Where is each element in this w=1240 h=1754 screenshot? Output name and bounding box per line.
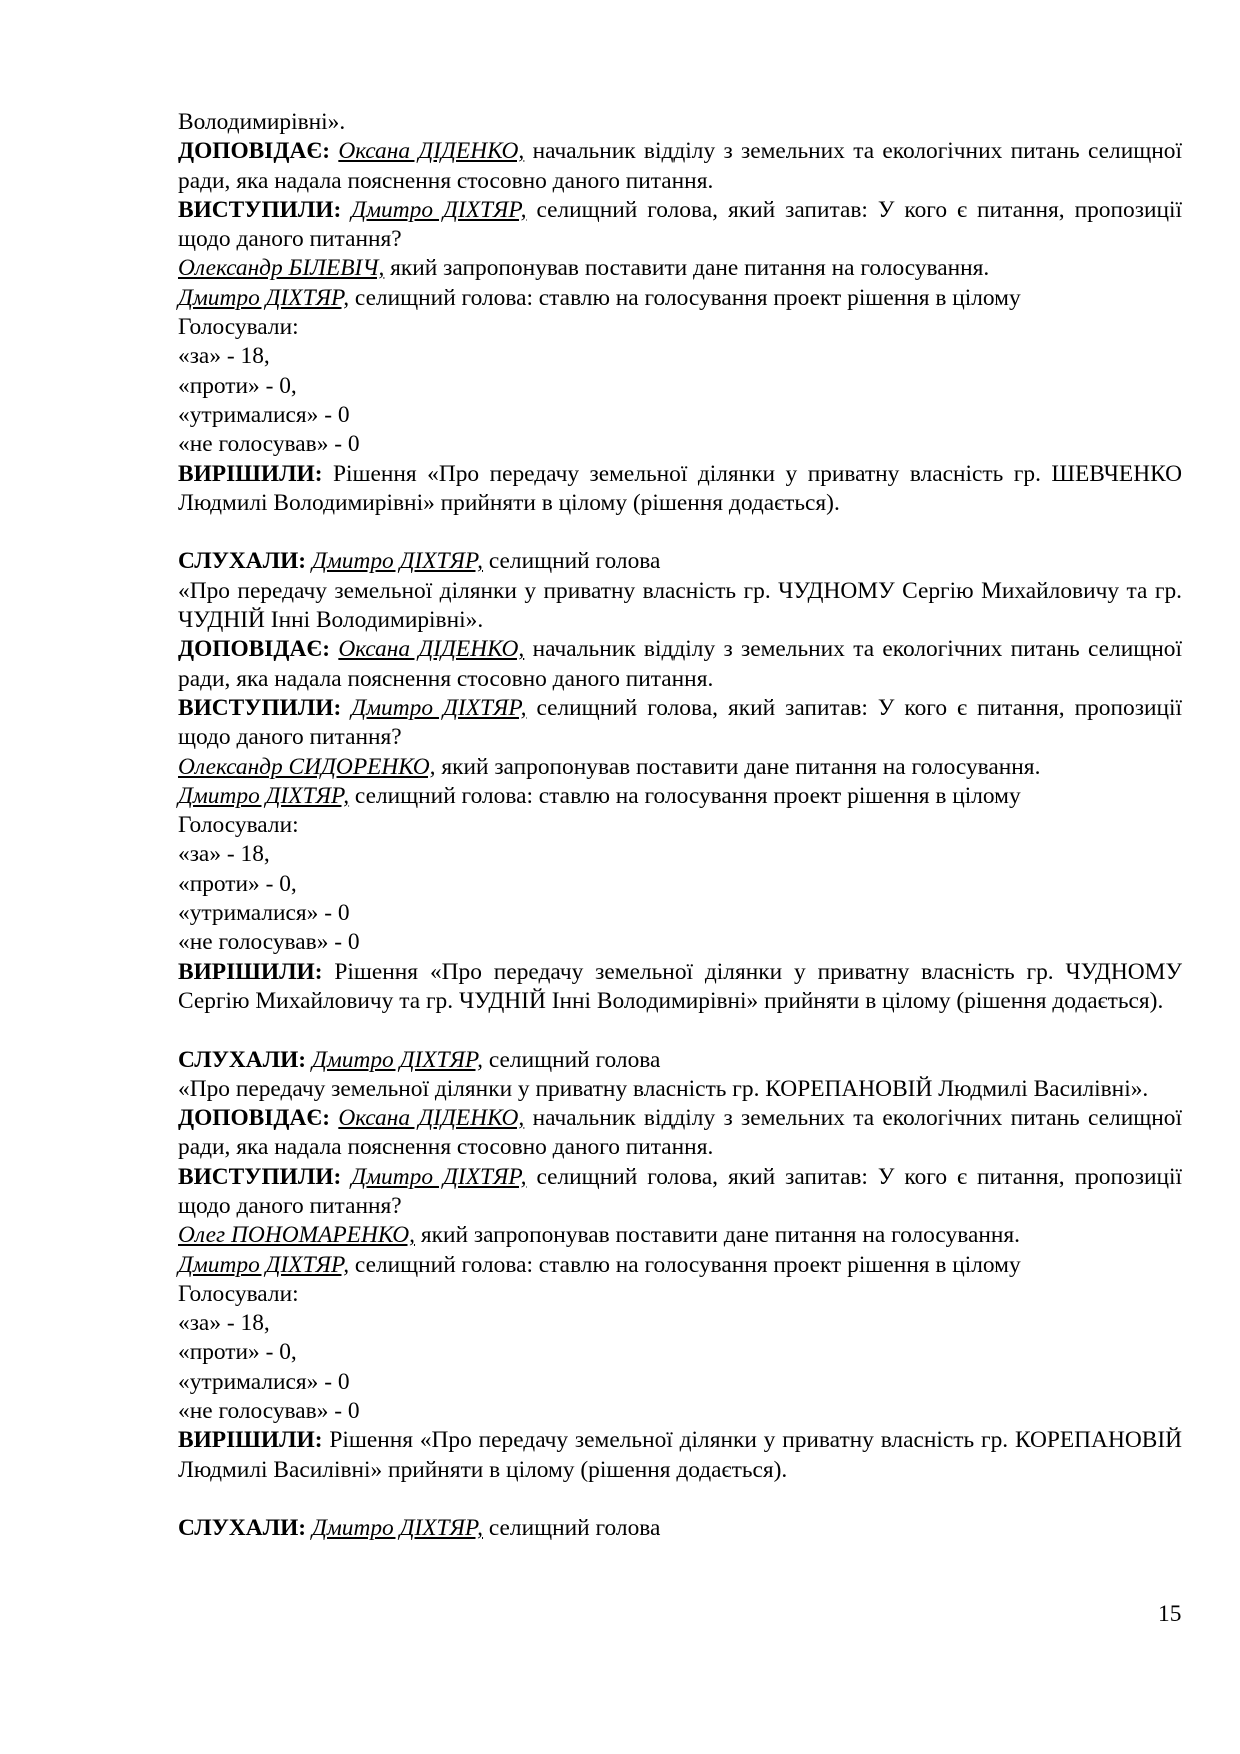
text-line: «не голосував» - 0: [178, 1398, 360, 1425]
section-label: ВИРІШИЛИ:: [178, 958, 335, 985]
text-line: «за» - 18,: [178, 841, 270, 868]
paragraph-text: селищний голова, який запитав: У кого є питання, пропозиції щодо даного питання?: [178, 1163, 1182, 1219]
text-line: «проти» - 0,: [178, 870, 297, 897]
paragraph: [178, 547, 1182, 576]
paragraph: [178, 782, 1182, 811]
person-name: Олександр БІЛЕВІЧ,: [178, 255, 385, 282]
person-name: Оксана ДІДЕНКО,: [338, 138, 525, 165]
paragraph-text: «Про передачу земельної ділянки у приватну власність гр. КОРЕПАНОВІЙ Людмилі Василівні».: [178, 1075, 1149, 1102]
paragraph: [178, 284, 1182, 313]
paragraph-text: який запропонував поставити дане питання на голосування.: [435, 753, 1041, 780]
paragraph: [178, 753, 1182, 782]
paragraph: [178, 1514, 1182, 1543]
section-label: ВИРІШИЛИ:: [178, 1427, 330, 1454]
text-line: «утрималися» - 0: [178, 1368, 350, 1395]
paragraph: [178, 254, 1182, 283]
person-name: Олександр СИДОРЕНКО,: [178, 753, 436, 780]
paragraph: [178, 460, 1182, 519]
paragraph: [178, 577, 1182, 636]
person-name: Дмитро ДІХТЯР,: [351, 196, 527, 223]
paragraph-gap: [178, 1485, 1182, 1514]
text-line: «утрималися» - 0: [178, 900, 350, 927]
paragraph-gap: [178, 518, 1182, 547]
text-line: «проти» - 0,: [178, 372, 297, 399]
paragraph: [178, 1251, 1182, 1280]
paragraph-gap: [178, 1016, 1182, 1045]
paragraph-text: начальник відділу з земельних та екологічних питань селищної ради, яка надала пояснення стосовно даного питання.: [178, 636, 1182, 692]
person-name: Дмитро ДІХТЯР,: [351, 694, 527, 721]
paragraph-text: селищний голова: [483, 1046, 661, 1073]
text-line: «за» - 18,: [178, 343, 270, 370]
text-line: Володимирівні».: [178, 109, 346, 135]
text-line: «не голосував» - 0: [178, 929, 360, 956]
paragraph-text: селищний голова, який запитав: У кого є питання, пропозиції щодо даного питання?: [178, 694, 1182, 751]
paragraph-text: Рішення «Про передачу земельної ділянки у приватну власність гр. КОРЕПАНОВІЙ Людмилі Василівні» прийняти в цілому (рішення додається).: [178, 1427, 1183, 1483]
paragraph-text: який запропонував поставити дане питання на голосування.: [384, 255, 990, 282]
text-line: «утрималися» - 0: [178, 401, 350, 428]
paragraph: [178, 1046, 1182, 1075]
text-line: «проти» - 0,: [178, 1339, 297, 1366]
paragraph-text: селищний голова: [483, 548, 661, 575]
paragraph-text: селищний голова: [483, 1515, 661, 1542]
person-name: Дмитро ДІХТЯР,: [178, 284, 350, 311]
section-label: ДОПОВІДАЄ:: [178, 636, 339, 663]
text-line: Голосували:: [178, 812, 299, 839]
section-label: СЛУХАЛИ:: [178, 1515, 312, 1542]
text-line: Голосували:: [178, 314, 299, 341]
person-name: Дмитро ДІХТЯР,: [178, 782, 350, 809]
paragraph-text: селищний голова: ставлю на голосування проект рішення в цілому: [349, 1251, 1021, 1278]
person-name: Оксана ДІДЕНКО,: [338, 636, 525, 663]
text-line: Голосували:: [178, 1280, 299, 1307]
paragraph: [178, 958, 1182, 1017]
paragraph: [178, 137, 1182, 196]
paragraph-text: селищний голова: ставлю на голосування проект рішення в цілому: [349, 284, 1021, 311]
section-label: ДОПОВІДАЄ:: [178, 1105, 339, 1132]
section-label: СЛУХАЛИ:: [178, 548, 312, 575]
section-label: ВИСТУПИЛИ:: [178, 196, 352, 223]
document-body: [178, 108, 1182, 1544]
paragraph-text: «Про передачу земельної ділянки у приватну власність гр. ЧУДНОМУ Сергію Михайловичу та гр. ЧУДНІЙ Інні Володимирівні».: [178, 577, 1182, 634]
paragraph-text: Рішення «Про передачу земельної ділянки у приватну власність гр. ШЕВЧЕНКО Людмилі Володимирівні» прийняти в цілому (рішення додається).: [178, 460, 1182, 516]
person-name: Оксана ДІДЕНКО,: [338, 1105, 525, 1132]
paragraph-text: селищний голова, який запитав: У кого є питання, пропозиції щодо даного питання?: [178, 196, 1182, 253]
section-label: ВИСТУПИЛИ:: [178, 1163, 352, 1190]
page-number: 15: [1158, 1601, 1182, 1627]
paragraph: [178, 635, 1182, 694]
section-label: ДОПОВІДАЄ:: [178, 138, 339, 165]
person-name: Дмитро ДІХТЯР,: [311, 1515, 484, 1542]
paragraph-text: який запропонував поставити дане питання на голосування.: [415, 1222, 1020, 1249]
person-name: Дмитро ДІХТЯР,: [351, 1163, 527, 1190]
paragraph: [178, 196, 1182, 255]
paragraph: [178, 1426, 1182, 1485]
text-line: «за» - 18,: [178, 1310, 270, 1337]
paragraph: [178, 1221, 1182, 1250]
section-label: ВИСТУПИЛИ:: [178, 694, 352, 721]
person-name: Олег ПОНОМАРЕНКО,: [178, 1222, 416, 1249]
person-name: Дмитро ДІХТЯР,: [178, 1251, 350, 1278]
paragraph-text: начальник відділу з земельних та екологічних питань селищної ради, яка надала пояснення стосовно даного питання.: [178, 1105, 1182, 1161]
paragraph: [178, 694, 1182, 753]
person-name: Дмитро ДІХТЯР,: [311, 548, 484, 575]
person-name: Дмитро ДІХТЯР,: [311, 1046, 484, 1073]
paragraph: [178, 1075, 1182, 1104]
paragraph-text: начальник відділу з земельних та екологічних питань селищної ради, яка надала пояснення стосовно даного питання.: [178, 138, 1182, 194]
section-label: СЛУХАЛИ:: [178, 1046, 312, 1073]
paragraph: [178, 1104, 1182, 1163]
section-label: ВИРІШИЛИ:: [178, 460, 333, 487]
paragraph-text: селищний голова: ставлю на голосування проект рішення в цілому: [349, 782, 1021, 809]
paragraph: [178, 1163, 1182, 1222]
text-line: «не голосував» - 0: [178, 431, 360, 458]
paragraph-text: Рішення «Про передачу земельної ділянки у приватну власність гр. ЧУДНОМУ Сергію Михайловичу та гр. ЧУДНІЙ Інні Володимирівні» прийняти в цілому (рішення додається).: [178, 958, 1183, 1014]
